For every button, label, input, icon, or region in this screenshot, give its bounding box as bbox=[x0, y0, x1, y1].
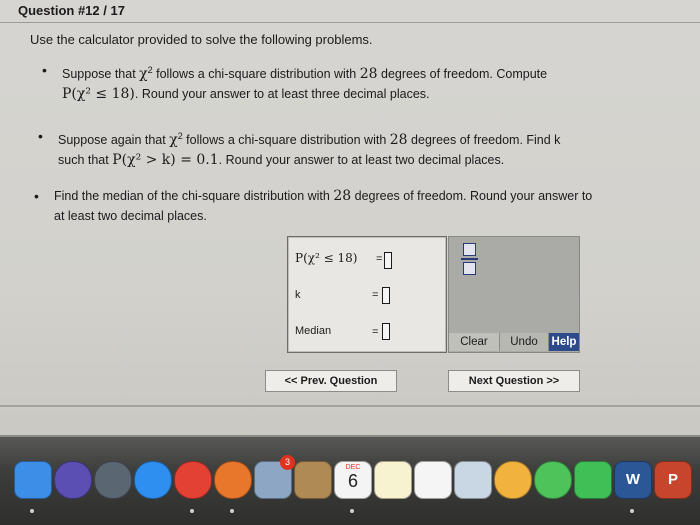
math-tools-panel bbox=[448, 236, 580, 353]
running-indicator bbox=[350, 509, 354, 513]
facetime-icon[interactable] bbox=[574, 461, 612, 499]
k-label: k bbox=[295, 289, 301, 301]
equals-sign: = bbox=[372, 289, 379, 301]
reminders-icon[interactable] bbox=[414, 461, 452, 499]
prev-question-button[interactable]: << Prev. Question bbox=[265, 370, 397, 392]
degrees-of-freedom: 28 bbox=[389, 132, 408, 149]
running-indicator bbox=[30, 509, 34, 513]
median-answer-input[interactable] bbox=[382, 323, 390, 340]
messages-icon[interactable] bbox=[534, 461, 572, 499]
degrees-of-freedom: 28 bbox=[333, 188, 352, 204]
bullet: • bbox=[38, 128, 43, 144]
q2-text: follows a chi-square distribution with bbox=[182, 133, 390, 148]
degrees-of-freedom: 28 bbox=[359, 66, 378, 83]
q2-text: degrees of freedom. Find k bbox=[407, 133, 561, 148]
k-answer-input[interactable] bbox=[382, 287, 390, 304]
question-number: Question #12 / 17 bbox=[18, 3, 125, 18]
running-indicator bbox=[230, 509, 234, 513]
calendar-icon[interactable] bbox=[334, 461, 372, 499]
equals-sign: = bbox=[376, 253, 383, 265]
q1-text: Suppose that bbox=[62, 67, 140, 82]
q2-text: such that bbox=[58, 153, 113, 168]
word-icon[interactable] bbox=[614, 461, 652, 499]
q2-instruction: . Round your answer to at least two decimal places. bbox=[218, 153, 505, 168]
safari-icon[interactable] bbox=[134, 461, 172, 499]
dock bbox=[0, 435, 700, 525]
superscript: 2 bbox=[147, 65, 153, 75]
powerpoint-icon[interactable] bbox=[654, 461, 692, 499]
q2-expression: P(χ² > k) = 0.1 bbox=[112, 152, 219, 169]
question-1 bbox=[42, 60, 622, 104]
q1-text: follows a chi-square distribution with bbox=[152, 67, 360, 82]
calendar-month: DEC bbox=[345, 464, 361, 471]
equals-sign: = bbox=[372, 326, 379, 338]
running-indicator bbox=[630, 509, 634, 513]
q3-text: Find the median of the chi-square distribution with bbox=[54, 189, 334, 203]
header-divider bbox=[0, 22, 700, 23]
photos-icon[interactable] bbox=[494, 461, 532, 499]
contacts-icon[interactable] bbox=[294, 461, 332, 499]
bullet: • bbox=[42, 62, 47, 78]
preview-icon[interactable] bbox=[454, 461, 492, 499]
help-button[interactable]: Help bbox=[549, 333, 579, 351]
notes-icon[interactable] bbox=[374, 461, 412, 499]
calendar-day: 6 bbox=[347, 471, 358, 491]
fraction-icon[interactable] bbox=[461, 243, 479, 277]
instructions: Use the calculator provided to solve the following problems. bbox=[30, 32, 373, 47]
clear-button[interactable]: Clear bbox=[449, 333, 500, 351]
chrome-icon[interactable] bbox=[174, 461, 212, 499]
probability-label: P(χ² ≤ 18) bbox=[295, 251, 358, 265]
q1-expression: P(χ² ≤ 18) bbox=[62, 86, 135, 103]
dock-shelf bbox=[0, 435, 700, 437]
q3-text: degrees of freedom. Round your answer to bbox=[351, 189, 593, 203]
launchpad-icon[interactable] bbox=[94, 461, 132, 499]
q1-instruction: . Round your answer to at least three decimal places. bbox=[134, 87, 430, 102]
undo-button[interactable]: Undo bbox=[500, 333, 549, 351]
finder-icon[interactable] bbox=[14, 461, 52, 499]
q1-text: degrees of freedom. Compute bbox=[377, 67, 548, 82]
chi-symbol: χ bbox=[139, 66, 148, 83]
superscript: 2 bbox=[177, 131, 183, 141]
powerpoint-letter: P bbox=[667, 471, 678, 488]
answer-panel bbox=[287, 236, 447, 353]
firefox-icon[interactable] bbox=[214, 461, 252, 499]
notification-badge: 3 bbox=[280, 455, 295, 470]
running-indicator bbox=[190, 509, 194, 513]
next-question-button[interactable]: Next Question >> bbox=[448, 370, 580, 392]
probability-answer-input[interactable] bbox=[384, 252, 392, 269]
word-letter: W bbox=[625, 471, 641, 488]
bullet: • bbox=[34, 188, 39, 204]
chi-symbol: χ bbox=[169, 132, 178, 149]
q3-instruction: at least two decimal places. bbox=[54, 209, 207, 223]
siri-icon[interactable] bbox=[54, 461, 92, 499]
question-3 bbox=[34, 186, 634, 226]
median-label: Median bbox=[295, 325, 332, 337]
content-divider bbox=[0, 405, 700, 407]
question-2 bbox=[38, 126, 628, 170]
q2-text: Suppose again that bbox=[58, 133, 170, 148]
